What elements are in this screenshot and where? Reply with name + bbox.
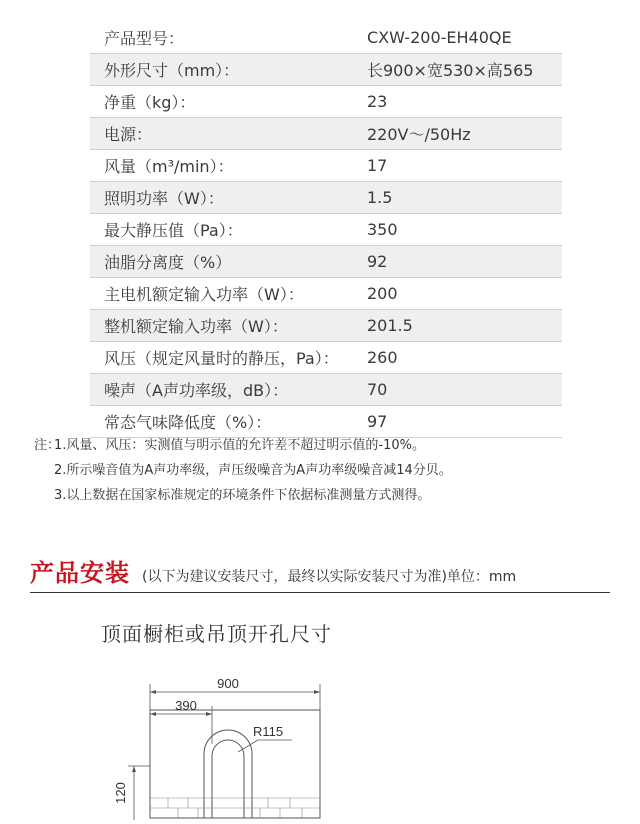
spec-label: 整机额定输入功率（W）：: [104, 317, 288, 336]
spec-row: [90, 310, 562, 342]
spec-value: 长900×宽530×高565: [367, 61, 534, 80]
spec-row: [90, 246, 562, 278]
spec-row: [90, 278, 562, 310]
spec-value: 201.5: [367, 316, 413, 335]
spec-label: 风压（规定风量时的静压，Pa）：: [104, 349, 339, 368]
spec-value: 200: [367, 284, 398, 303]
spec-value: 70: [367, 380, 388, 399]
dim-offset-label: 390: [175, 698, 197, 713]
notes: [34, 433, 452, 508]
spec-row: [90, 182, 562, 214]
arrow-icon: [206, 712, 212, 716]
note-line: [34, 483, 452, 508]
spec-row: [90, 342, 562, 374]
spec-row: [90, 22, 562, 54]
spec-label: 外形尺寸（mm）：: [104, 61, 240, 80]
dim-depth-label: 120: [113, 782, 128, 804]
note-text: 3.以上数据在国家标准规定的环境条件下依据标准测量方式测得。: [54, 488, 431, 503]
spec-value: 220V～/50Hz: [367, 125, 471, 144]
spec-label: 电源：: [104, 125, 153, 144]
spec-table: [90, 22, 562, 438]
spec-value: 17: [367, 156, 388, 175]
spec-label: 油脂分离度（%）: [104, 253, 232, 272]
arrow-icon: [314, 690, 320, 694]
cabinet-outline: [150, 710, 320, 818]
spec-row: [90, 86, 562, 118]
spec-row: [90, 374, 562, 406]
spec-label: 主电机额定输入功率（W）：: [104, 285, 304, 304]
spec-value: 92: [367, 252, 388, 271]
spec-label: 净重（kg）：: [104, 93, 196, 112]
spec-label: 最大静压值（Pa）：: [104, 221, 243, 240]
spec-label: 常态气味降低度（%）：: [104, 413, 272, 432]
duct-hole-outline: [204, 730, 252, 818]
note-text: 1.风量、风压：实测值与明示值的允许差不超过明示值的-10%。: [54, 438, 425, 453]
spec-value: 350: [367, 220, 398, 239]
arrow-icon: [150, 690, 156, 694]
spec-label: 照明功率（W）：: [104, 189, 224, 208]
drawing-title: 顶面橱柜或吊顶开孔尺寸: [101, 622, 332, 646]
spec-row: [90, 214, 562, 246]
radius-label: R115: [253, 724, 284, 739]
spec-value: 260: [367, 348, 398, 367]
spec-value: 97: [367, 412, 388, 431]
spec-value: 23: [367, 92, 388, 111]
section-divider: [30, 592, 610, 593]
spec-value: CXW-200-EH40QE: [367, 28, 512, 47]
spec-value: 1.5: [367, 188, 393, 207]
arrow-icon: [150, 712, 156, 716]
note-prefix: 注：: [34, 438, 61, 453]
note-text: 2.所示噪音值为A声功率级，声压级噪音为A声功率级噪音减14分贝。: [54, 463, 452, 478]
note-line: [34, 458, 452, 483]
spec-label: 噪声（A声功率级，dB）：: [104, 381, 289, 400]
note-line: [34, 433, 452, 458]
dim-width-label: 900: [217, 676, 239, 691]
install-section-title: 产品安装: [30, 559, 130, 587]
spec-row: [90, 118, 562, 150]
install-section-subtitle: (以下为建议安装尺寸，最终以实际安装尺寸为准)单位：mm: [142, 569, 517, 585]
arrow-icon: [132, 766, 136, 772]
spec-row: [90, 54, 562, 86]
spec-label: 产品型号：: [104, 29, 185, 48]
spec-row: [90, 150, 562, 182]
cutout-drawing: [110, 670, 340, 824]
install-section-header: [30, 553, 610, 588]
cutout-dimension-drawing: [110, 670, 340, 820]
spec-label: 风量（m³/min）：: [104, 157, 234, 176]
